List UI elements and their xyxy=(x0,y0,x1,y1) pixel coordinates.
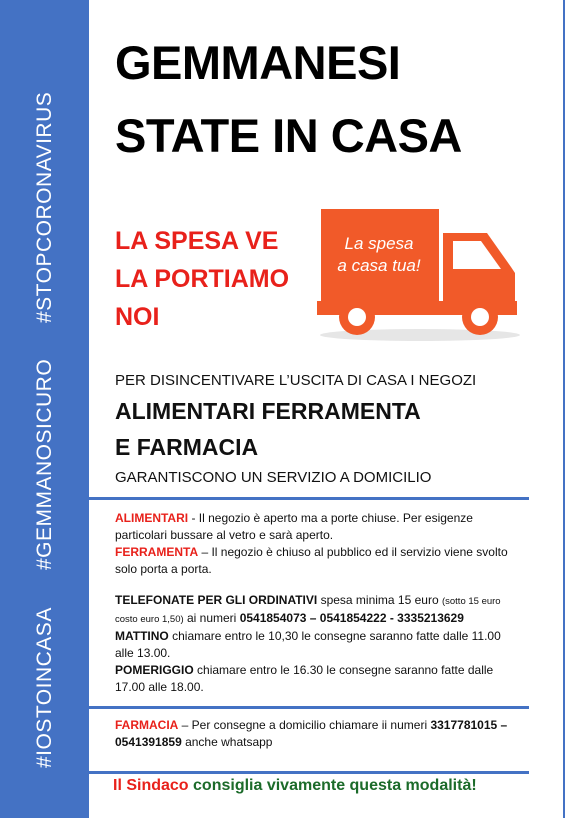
orders-small-note: (sotto 15 euro costo euro 1,50) xyxy=(115,596,501,625)
hashtag-gemmanosicuro: #GEMMANOSICURO xyxy=(33,358,56,570)
hashtag-stopcoronavirus: #STOPCORONAVIRUS xyxy=(33,91,56,323)
footer-text: consiglia vivamente questa modalità! xyxy=(188,777,477,794)
slogan-line-2: LA PORTIAMO xyxy=(115,265,290,293)
ferramenta-text: – Il negozio è chiuso al pubblico ed il servizio viene svolto solo porta a porta. xyxy=(115,545,508,576)
orders-phone-numbers: 0541854073 – 0541854222 - 3335213629 xyxy=(239,611,464,625)
truck-text-1: La spesa xyxy=(344,234,414,253)
slogan-line-1: LA SPESA VE xyxy=(115,227,279,255)
hashtag-iostoincasa: #IOSTOINCASA xyxy=(33,607,56,768)
truck-text-2: a casa tua! xyxy=(337,256,421,275)
intro-big-2: E FARMACIA xyxy=(115,434,259,460)
divider xyxy=(89,497,529,500)
alimentari-text: - Il negozio è aperto ma a porte chiuse. Per esigenze particolari bussare al vetro e sarà aperto. xyxy=(115,511,473,542)
pomeriggio-label: POMERIGGIO xyxy=(115,663,194,677)
slogan xyxy=(115,222,289,336)
mattino-paragraph xyxy=(115,628,520,662)
farmacia-label: FARMACIA xyxy=(115,718,179,732)
footer-message xyxy=(113,777,477,795)
pomeriggio-text: chiamare entro le 16.30 le consegne saranno fatte dalle 17.00 alle 18.00. xyxy=(115,663,494,694)
mattino-label: MATTINO xyxy=(115,629,169,643)
alimentari-paragraph xyxy=(115,510,520,544)
intro-line-1: PER DISINCENTIVARE L’USCITA DI CASA I NEGOZI xyxy=(115,372,477,389)
title-line-1: GEMMANESI xyxy=(115,36,401,89)
orders-text-2: ai numeri xyxy=(183,611,240,625)
orders-section xyxy=(115,592,520,696)
farmacia-paragraph xyxy=(115,717,520,751)
farmacia-section xyxy=(115,717,520,751)
farmacia-phone-numbers: 3317781015 – 0541391859 xyxy=(115,718,508,749)
orders-label: TELEFONATE PER GLI ORDINATIVI xyxy=(115,593,318,607)
ferramenta-label: FERRAMENTA xyxy=(115,545,199,559)
pomeriggio-paragraph xyxy=(115,662,520,696)
orders-text-1: spesa minima 15 euro xyxy=(317,593,442,607)
shops-section xyxy=(115,510,520,578)
farmacia-suffix: anche whatsapp xyxy=(181,735,273,749)
alimentari-label: ALIMENTARI xyxy=(115,511,189,525)
orders-paragraph xyxy=(115,592,520,628)
delivery-truck-icon xyxy=(315,205,525,345)
ferramenta-paragraph xyxy=(115,544,520,578)
mattino-text: chiamare entro le 10,30 le consegne saranno fatte dalle 11.00 alle 13.00. xyxy=(115,629,501,660)
farmacia-text: – Per consegne a domicilio chiamare ii numeri xyxy=(178,718,431,732)
intro-big-1: ALIMENTARI FERRAMENTA xyxy=(115,398,421,424)
divider xyxy=(89,771,529,774)
sidebar xyxy=(0,0,89,818)
footer-sindaco: Il Sindaco xyxy=(113,777,189,794)
slogan-line-3: NOI xyxy=(115,303,160,331)
divider xyxy=(89,706,529,709)
intro-line-2: GARANTISCONO UN SERVIZIO A DOMICILIO xyxy=(115,469,432,486)
title-line-2: STATE IN CASA xyxy=(115,109,462,162)
